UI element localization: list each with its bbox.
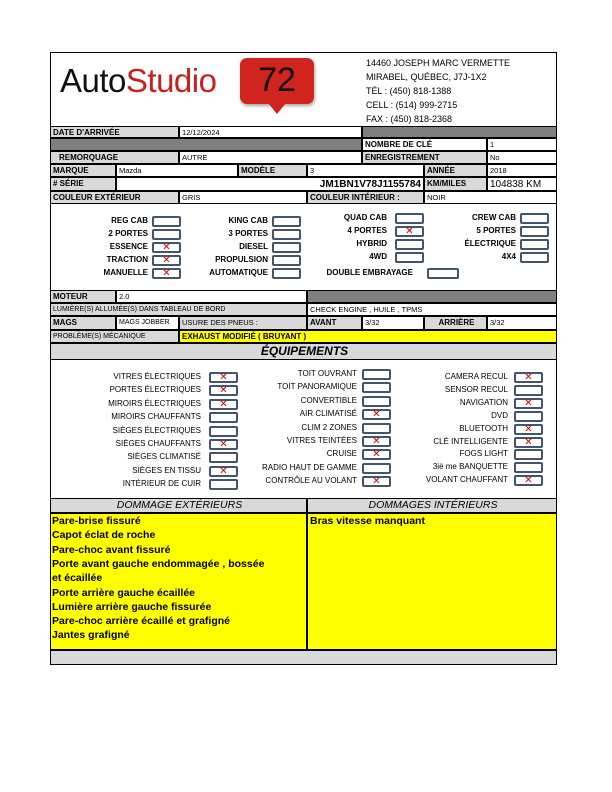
year-value[interactable]: 2018 — [487, 164, 557, 177]
equipment-label: TOIT PANORAMIQUE — [277, 382, 357, 391]
ext-damage-item: et écaillée — [52, 572, 103, 585]
equipment-label: RADIO HAUT DE GAMME — [262, 463, 357, 472]
equipment-checkbox[interactable]: ✕ — [362, 409, 391, 420]
phone-fax: FAX : (450) 818-2368 — [366, 114, 453, 124]
option-checkbox[interactable] — [520, 239, 549, 250]
option-label: 5 PORTES — [476, 226, 516, 235]
equipment-label: FOGS LIGHT — [459, 449, 508, 458]
equipment-checkbox[interactable]: ✕ — [209, 466, 238, 477]
equipment-checkbox[interactable] — [209, 426, 238, 437]
equipment-label: BLUETOOTH — [459, 424, 508, 433]
equipment-checkbox[interactable] — [514, 411, 543, 422]
year-label: ANNÉE — [424, 164, 487, 177]
equipment-label: PORTES ÉLECTRIQUES — [109, 385, 201, 394]
option-label: DOUBLE EMBRAYAGE — [326, 268, 413, 277]
ext-damage-item: Pare-choc arrière écaillé et grafigné — [52, 615, 231, 628]
equipment-label: SIÈGES CHAUFFANTS — [115, 439, 201, 448]
equipment-checkbox[interactable] — [362, 369, 391, 380]
equipment-checkbox[interactable] — [514, 385, 543, 396]
equipment-title: ÉQUIPEMENTS — [50, 343, 557, 360]
option-label: HYBRID — [356, 239, 387, 248]
option-checkbox[interactable] — [152, 216, 181, 227]
option-label: ESSENCE — [109, 242, 148, 251]
equipment-checkbox[interactable] — [209, 412, 238, 423]
equipment-checkbox[interactable] — [209, 452, 238, 463]
equipment-label: CRUISE — [326, 449, 357, 458]
dark-bar-3 — [307, 290, 557, 303]
equipment-checkbox[interactable] — [362, 382, 391, 393]
equipment-checkbox[interactable] — [362, 463, 391, 474]
logo-part-auto: Auto — [60, 62, 126, 99]
equipment-checkbox[interactable]: ✕ — [362, 476, 391, 487]
equipment-checkbox[interactable]: ✕ — [514, 372, 543, 383]
option-label: PROPULSION — [215, 255, 268, 264]
equipment-label: DVD — [491, 411, 508, 420]
option-label: 2 PORTES — [108, 229, 148, 238]
tow-value[interactable]: AUTRE — [179, 151, 362, 164]
equipment-label: AIR CLIMATISÉ — [299, 409, 357, 418]
equipment-label: CLÉ INTELLIGENTE — [433, 437, 508, 446]
keys-value[interactable]: 1 — [487, 138, 557, 151]
int-damage-title: DOMMAGES INTÉRIEURS — [307, 498, 557, 513]
model-value[interactable]: 3 — [307, 164, 424, 177]
equipment-label: CONVERTIBLE — [300, 396, 357, 405]
dark-bar-2 — [50, 138, 362, 151]
tire-wear-label: USURE DES PNEUS : — [179, 316, 307, 330]
ext-color-label: COULEUR EXTÉRIEUR — [50, 191, 179, 204]
int-damage-item: Bras vitesse manquant — [310, 515, 425, 527]
option-checkbox[interactable]: ✕ — [152, 242, 181, 253]
equipment-checkbox[interactable]: ✕ — [209, 385, 238, 396]
option-checkbox[interactable] — [520, 213, 549, 224]
registration-value[interactable]: No — [487, 151, 557, 164]
rear-value[interactable]: 3/32 — [487, 316, 557, 330]
option-label: ÉLECTRIQUE — [464, 239, 516, 248]
option-label: QUAD CAB — [343, 213, 387, 222]
engine-value[interactable]: 2.0 — [116, 290, 307, 303]
ext-damage-item: Pare-brise fissuré — [52, 515, 141, 527]
rear-label: ARRIÈRE — [424, 316, 487, 330]
equipment-checkbox[interactable] — [362, 423, 391, 434]
phone-cell: CELL : (514) 999-2715 — [366, 100, 458, 110]
logo-part-studio: Studio — [125, 62, 217, 99]
equipment-checkbox[interactable] — [514, 449, 543, 460]
dark-bar-1 — [362, 126, 557, 138]
equipment-checkbox[interactable]: ✕ — [514, 424, 543, 435]
equipment-label: CAMERA RECUL — [444, 372, 508, 381]
engine-label: MOTEUR — [50, 290, 116, 303]
option-label: TRACTION — [106, 255, 148, 264]
dash-lights-value[interactable]: CHECK ENGINE , HUILE , TPMS — [307, 303, 557, 316]
equipment-label: 3iè me BANQUETTE — [432, 462, 508, 471]
ext-damage-item: Lumière arrière gauche fissurée — [52, 600, 212, 613]
mech-problem-label: PROBLÈME(S) MÉCANIQUE — [50, 330, 179, 343]
equipment-label: INTÉRIEUR DE CUIR — [122, 479, 201, 488]
equipment-label: SENSOR RECUL — [444, 385, 508, 394]
option-checkbox[interactable] — [272, 229, 301, 240]
option-label: MANUELLE — [103, 268, 148, 277]
equipment-checkbox[interactable]: ✕ — [514, 475, 543, 486]
option-checkbox[interactable] — [520, 252, 549, 263]
ext-color-value[interactable]: GRIS — [179, 191, 307, 204]
address-line2: MIRABEL, QUÉBEC, J7J-1X2 — [366, 72, 487, 82]
equipment-label: TOIT OUVRANT — [297, 369, 357, 378]
dash-lights-label: LUMIÈRE(S) ALLUMÉE(S) DANS TABLEAU DE BORD — [50, 303, 307, 316]
option-checkbox[interactable] — [520, 226, 549, 237]
option-checkbox[interactable]: ✕ — [152, 268, 181, 279]
mags-label: MAGS — [50, 316, 116, 330]
option-checkbox[interactable] — [395, 239, 424, 250]
phone-tel: TÉL : (450) 818-1388 — [366, 86, 452, 96]
logo-badge: 72 — [240, 58, 314, 104]
option-label: REG CAB — [111, 216, 148, 225]
address-line1: 14460 JOSEPH MARC VERMETTE — [366, 58, 511, 68]
option-label: 3 PORTES — [228, 229, 268, 238]
km-value[interactable]: 104838 KM — [487, 177, 557, 191]
equipment-checkbox[interactable]: ✕ — [514, 437, 543, 448]
equipment-label: VITRES ÉLECTRIQUES — [113, 372, 201, 381]
equipment-checkbox[interactable]: ✕ — [209, 399, 238, 410]
int-damage-box[interactable] — [307, 513, 557, 650]
registration-label: ENREGISTREMENT — [362, 151, 487, 164]
option-checkbox[interactable] — [152, 229, 181, 240]
mags-value[interactable]: MAGS JOBBER — [116, 316, 179, 330]
ext-damage-item: Porte avant gauche endommagée , bossée — [52, 557, 265, 570]
option-label: AUTOMATIQUE — [209, 268, 268, 277]
mech-problem-value[interactable]: EXHAUST MODIFIÉ ( BRUYANT ) — [179, 330, 557, 343]
serial-value[interactable]: JM1BN1V78J1155784 — [116, 177, 424, 191]
date-label: DATE D'ARRIVÉE — [50, 126, 179, 138]
option-checkbox[interactable]: ✕ — [395, 226, 424, 237]
equipment-label: SIÈGES CLIMATISÉ — [127, 452, 201, 461]
model-label: MODÈLE — [238, 164, 307, 177]
equipment-label: VOLANT CHAUFFANT — [425, 475, 508, 484]
option-label: DIESEL — [239, 242, 268, 251]
option-label: 4 PORTES — [347, 226, 387, 235]
equipment-label: NAVIGATION — [459, 398, 508, 407]
option-checkbox[interactable] — [272, 216, 301, 227]
ext-damage-item: Pare-choc avant fissuré — [52, 543, 171, 556]
front-label: AVANT — [307, 316, 362, 330]
equipment-label: CONTRÔLE AU VOLANT — [265, 476, 357, 485]
date-value[interactable]: 12/12/2024 — [179, 126, 362, 138]
footer-bar — [50, 650, 557, 665]
equipment-checkbox[interactable]: ✕ — [514, 398, 543, 409]
equipment-label: SIÈGES ÉLECTRIQUES — [112, 426, 201, 435]
option-label: 4WD — [369, 252, 387, 261]
equipment-checkbox[interactable] — [362, 396, 391, 407]
equipment-checkbox[interactable] — [514, 462, 543, 473]
ext-damage-item: Porte arrière gauche écaillée — [52, 586, 195, 599]
equipment-checkbox[interactable]: ✕ — [362, 436, 391, 447]
equipment-checkbox[interactable]: ✕ — [209, 439, 238, 450]
equipment-label: CLIM 2 ZONES — [301, 423, 357, 432]
serial-label: # SÉRIE — [50, 177, 116, 191]
equipment-checkbox[interactable] — [209, 479, 238, 490]
equipment-label: MIROIRS ÉLECTRIQUES — [108, 399, 201, 408]
option-label: CREW CAB — [472, 213, 516, 222]
option-checkbox[interactable] — [395, 252, 424, 263]
equipment-label: VITRES TEINTÉES — [286, 436, 357, 445]
keys-label: NOMBRE DE CLÉ — [362, 138, 487, 151]
option-label: 4X4 — [501, 252, 516, 261]
ext-damage-item: Jantes grafigné — [52, 629, 130, 642]
option-checkbox[interactable] — [395, 213, 424, 224]
km-label: KM/MILES — [424, 177, 487, 191]
equipment-checkbox[interactable]: ✕ — [362, 449, 391, 460]
ext-damage-item: Capot éclat de roche — [52, 529, 156, 542]
option-checkbox[interactable] — [272, 242, 301, 253]
make-label: MARQUE — [50, 164, 116, 177]
equipment-checkbox[interactable]: ✕ — [209, 372, 238, 383]
int-color-label: COULEUR INTÉRIEUR : — [307, 191, 424, 204]
option-checkbox[interactable] — [427, 268, 459, 279]
option-checkbox[interactable] — [272, 255, 301, 266]
int-color-value[interactable]: NOIR — [424, 191, 557, 204]
option-checkbox[interactable] — [272, 268, 301, 279]
ext-damage-title: DOMMAGE EXTÉRIEURS — [50, 498, 307, 513]
tow-label: REMORQUAGE — [50, 151, 179, 164]
option-checkbox[interactable]: ✕ — [152, 255, 181, 266]
option-label: KING CAB — [228, 216, 268, 225]
make-value[interactable]: Mazda — [116, 164, 238, 177]
front-value[interactable]: 3/32 — [362, 316, 424, 330]
equipment-label: MIROIRS CHAUFFANTS — [111, 412, 201, 421]
equipment-label: SIÈGES EN TISSU — [132, 466, 201, 475]
